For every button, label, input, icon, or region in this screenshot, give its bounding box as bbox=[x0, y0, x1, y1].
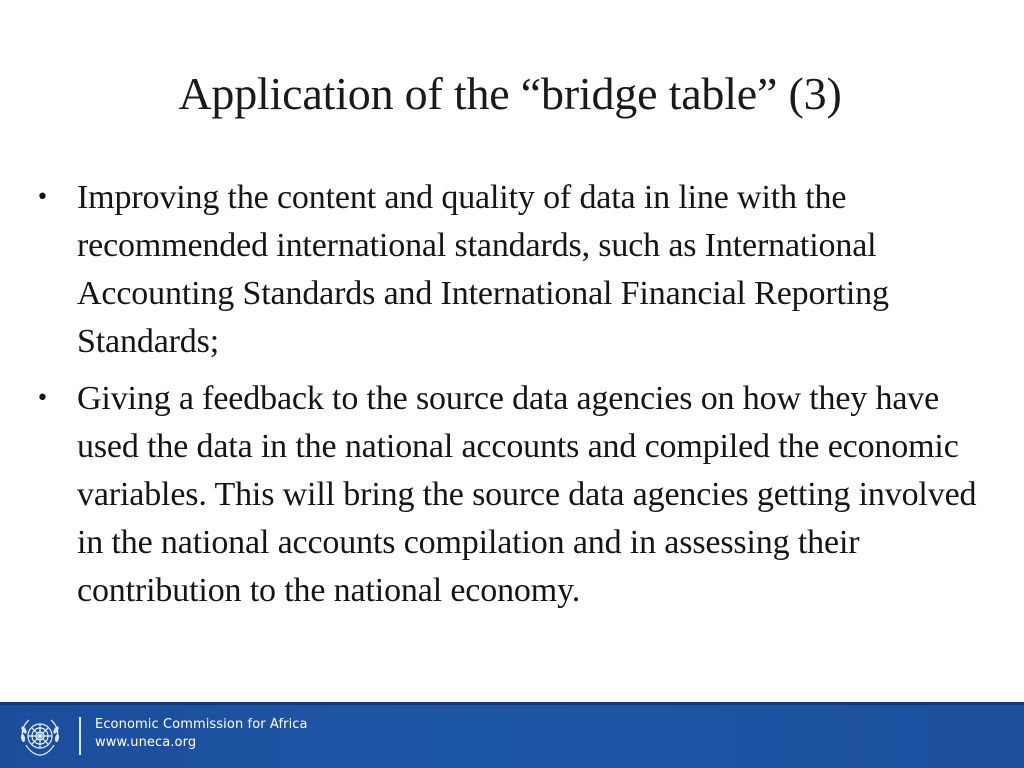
bullet-item bbox=[36, 174, 1006, 366]
bullet-marker: • bbox=[36, 185, 49, 210]
bullet-item bbox=[36, 375, 1006, 615]
bullet-list bbox=[36, 174, 1006, 624]
bullet-text: Giving a feedback to the source data agencies on how they have used the data in the national accounts and compiled the economic variables. This will bring the source data agencies getting involved in the national accounts compilation and in assessing their contribution to the national economy. bbox=[77, 380, 977, 609]
footer-website: www.uneca.org bbox=[95, 735, 197, 750]
footer-text-block bbox=[95, 716, 308, 752]
footer-top-band bbox=[0, 702, 1024, 705]
un-emblem-icon bbox=[14, 711, 66, 761]
footer-divider bbox=[79, 717, 81, 755]
footer-organization: Economic Commission for Africa bbox=[95, 717, 308, 732]
bullet-marker: • bbox=[36, 386, 49, 411]
slide-title: Application of the “bridge table” (3) bbox=[178, 68, 842, 119]
bullet-text: Improving the content and quality of data in line with the recommended international standards, such as International Accounting Standards and International Financial Reporting Standards; bbox=[77, 179, 889, 360]
footer-bar bbox=[0, 702, 1024, 768]
